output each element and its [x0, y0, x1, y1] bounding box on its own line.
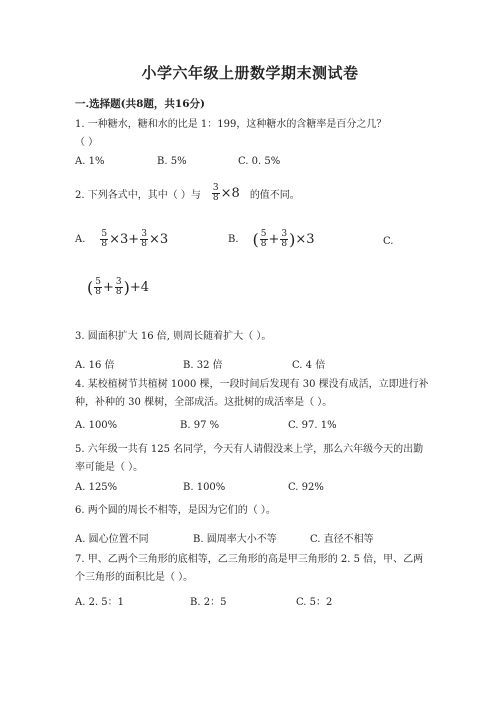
q6-option-a: A. 圆心位置不同	[75, 534, 149, 545]
q6-option-c: C. 直径不相等	[310, 534, 374, 545]
q7-option-a: A. 2. 5：1	[75, 597, 125, 608]
q1-option-b: B. 5%	[157, 156, 187, 167]
q2-option-b: B. ( $\frac{5}{8}$ + $\frac{3}{8}$ )×3	[228, 229, 315, 249]
q5-option-c: C. 92%	[288, 482, 324, 493]
q1-option-c: C. 0. 5%	[238, 156, 281, 167]
question-5	[75, 441, 445, 477]
q3-option-b: B. 32 倍	[183, 360, 223, 371]
q2-option-c-label: C.	[383, 236, 394, 247]
q4-option-a: A. 100%	[75, 420, 118, 431]
q3-option-c: C. 4 倍	[292, 360, 326, 371]
question-1-line2: （ ）	[75, 137, 99, 148]
q5-option-b: B. 100%	[183, 482, 226, 493]
q2-option-c-expr: ( $\frac{5}{8}$ + $\frac{3}{8}$ )+4	[87, 277, 150, 297]
section-heading: 一.选择题(共8题，共16分)	[75, 98, 206, 110]
q6-option-b: B. 圆周率大小不等	[193, 534, 277, 545]
q7-option-c: C. 5：2	[296, 597, 333, 608]
question-4-line1: 4. 某校植树节共植树 1000 棵，一段时间后发现有 30 棵没有成活，立即进行补	[75, 379, 429, 390]
question-2-pre: 2. 下列各式中，其中（ ）与	[75, 190, 201, 201]
question-2-post: 的值不同。	[249, 190, 300, 201]
q4-option-b: B. 97 %	[180, 420, 220, 431]
q2-option-a: A. $\frac{5}{8}$ ×3+ $\frac{3}{8}$ ×3	[75, 229, 169, 249]
question-7-line1: 7. 甲、乙两个三角形的底相等，乙三角形的高是甲三角形的 2. 5 倍，甲、乙两	[75, 554, 424, 565]
q7-option-b: B. 2：5	[190, 597, 227, 608]
question-6: 6. 两个圆的周长不相等，是因为它们的（ ）。	[75, 505, 276, 516]
q1-option-a: A. 1%	[75, 156, 105, 167]
question-4	[75, 376, 445, 412]
q3-option-a: A. 16 倍	[75, 360, 115, 371]
question-1-line1: 1. 一种糖水，糖和水的比是 1：199，这种糖水的含糖率是百分之几？	[75, 119, 387, 130]
question-5-line2: 率可能是（ ）。	[75, 462, 144, 473]
q4-option-c: C. 97. 1%	[288, 420, 337, 431]
question-7	[75, 551, 445, 587]
question-3: 3. 圆面积扩大 16 倍, 则周长随着扩大（ ）。	[75, 331, 272, 342]
q5-option-a: A. 125%	[75, 482, 118, 493]
question-2-ref-expr: $\frac{3}{8}$ ×8	[212, 183, 240, 203]
question-1	[75, 116, 435, 152]
question-2	[75, 184, 300, 203]
question-5-line1: 5. 六年级一共有 125 名同学，今天有人请假没来上学，那么六年级今天的出勤	[75, 444, 424, 455]
question-4-line2: 种，补种的 30 棵树，全部成活。这批树的成活率是（ ）。	[75, 397, 333, 408]
question-7-line2: 个三角形的面积比是（ ）。	[75, 572, 194, 583]
page-title: 小学六年级上册数学期末测试卷	[141, 64, 359, 82]
